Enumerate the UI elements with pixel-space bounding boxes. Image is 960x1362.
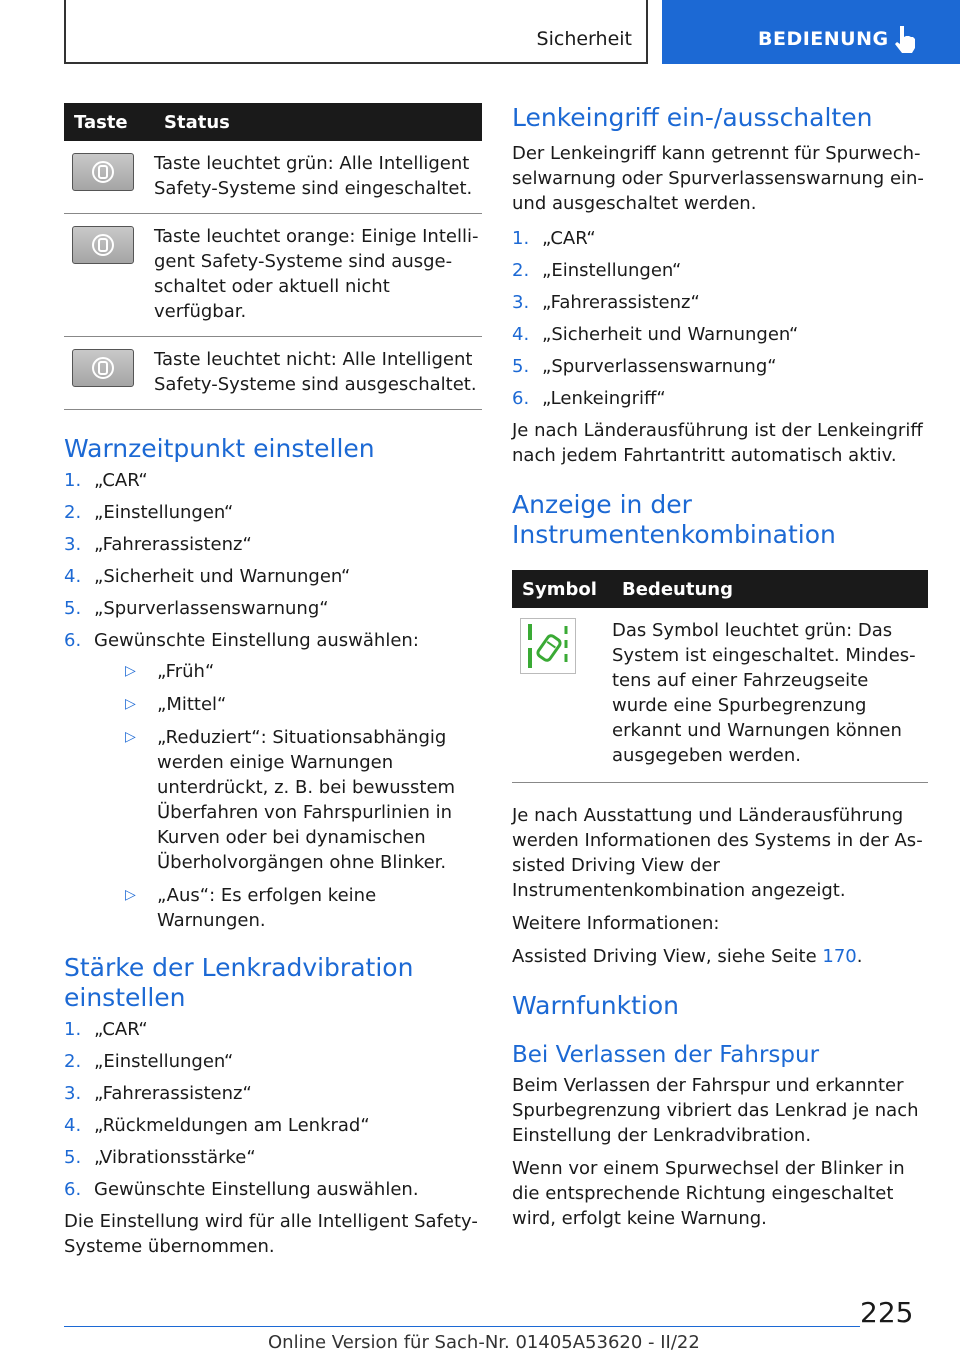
- list-item: 3. „Fahrerassistenz“: [64, 534, 252, 555]
- footer-divider: [64, 1326, 860, 1327]
- list-item: 2. „Einstellungen“: [64, 1051, 234, 1072]
- heading-anzeige: Anzeige in der Instrumentenkombination: [512, 490, 836, 549]
- header-chapter-title: BEDIENUNG: [758, 28, 889, 50]
- list-item: 5. „Vibrationsstärke“: [64, 1147, 256, 1168]
- status-text: Taste leuchtet nicht: Alle Intelligent Safety-Systeme sind ausgeschaltet.: [154, 337, 482, 410]
- intelligent-safety-button-icon: [72, 153, 134, 191]
- col-header-taste: Taste: [64, 103, 154, 141]
- status-text: Taste leuchtet grün: Alle Intelligent Safety-Systeme sind eingeschaltet.: [154, 141, 482, 214]
- list-item: 3. „Fahrerassistenz“: [64, 1083, 252, 1104]
- list-item: 6. „Lenkeingriff“: [512, 388, 666, 409]
- status-text: Taste leuchtet orange: Einige Intelligent Safety-Systeme sind ausgeschaltet oder aktuell nicht verfügbar.: [154, 214, 482, 337]
- heading-warnfunktion: Warnfunktion: [512, 991, 679, 1020]
- lane-departure-green-icon: [520, 618, 576, 674]
- header-chapter-tab[interactable]: [662, 0, 960, 64]
- list-item: 4. „Sicherheit und Warnungen“: [64, 566, 351, 587]
- heading-warnzeitpunkt: Warnzeitpunkt einstellen: [64, 434, 375, 463]
- table-row: [64, 337, 482, 410]
- list-item: 1. „CAR“: [64, 1019, 148, 1040]
- list-item: 5. „Spurverlassenswarnung“: [512, 356, 777, 377]
- warnfunktion-para1: Beim Verlassen der Fahrspur und erkannter Spurbegrenzung vibriert das Lenkrad je nach Einstellung der Lenkradvibration.: [512, 1075, 919, 1146]
- footer-online-version: Online Version für Sach-Nr. 01405A53620 - II/22: [268, 1332, 700, 1353]
- triangle-bullet-icon: ▷: [125, 696, 136, 712]
- table-row: [64, 141, 482, 214]
- header-section-box: [64, 0, 648, 64]
- triangle-bullet-icon: ▷: [125, 729, 136, 745]
- heading-lenkeingriff: Lenkeingriff ein-/ausschalten: [512, 103, 873, 132]
- list-item: 6. Gewünschte Einstellung auswählen.: [64, 1179, 419, 1200]
- header-section-title: Sicherheit: [536, 28, 632, 50]
- col-header-symbol: Symbol: [512, 570, 612, 608]
- lenkeingriff-note: Je nach Länderausführung ist der Lenkeingriff nach jedem Fahrtantritt automatisch aktiv.: [512, 420, 923, 466]
- left-column: [64, 103, 482, 1259]
- list-item: 4. „Sicherheit und Warnungen“: [512, 324, 799, 345]
- heading-bei-verlassen: Bei Verlassen der Fahrspur: [512, 1042, 820, 1068]
- list-item: 2. „Einstellungen“: [512, 260, 682, 281]
- anzeige-para1: Je nach Ausstattung und Länderausführung werden Informationen des Systems in der Assisted Driving View der Instrumentenkombination angezeigt.: [512, 805, 923, 901]
- warnfunktion-para2: Wenn vor einem Spurwechsel der Blinker in die entsprechende Richtung eingeschaltet wird, erfolgt keine Warnung.: [512, 1158, 905, 1229]
- page-number: 225: [860, 1296, 914, 1329]
- page-link-170[interactable]: 170: [822, 946, 857, 967]
- option-item: ▷ „Aus“: Es erfolgen keine Warnungen.: [125, 885, 377, 931]
- triangle-bullet-icon: ▷: [125, 663, 136, 679]
- list-item: 5. „Spurverlassenswarnung“: [64, 598, 329, 619]
- intelligent-safety-button-icon: [72, 349, 134, 387]
- list-item: 4. „Rückmeldungen am Lenkrad“: [64, 1115, 370, 1136]
- list-item: 2. „Einstellungen“: [64, 502, 234, 523]
- col-header-bedeutung: Bedeutung: [612, 570, 928, 608]
- lenkeingriff-steps: [512, 226, 928, 411]
- option-list: [94, 659, 482, 933]
- symbol-table: [512, 570, 928, 783]
- table-row: [512, 608, 928, 783]
- option-item: ▷ „Reduziert“: Situationsabhängig werden einige Warnungen unterdrückt, z. B. bei bewusstem Überfahren von Fahrspurlinien in Kurven oder bei dynamischen Überholvorgängen ohne Blinker.: [125, 727, 456, 873]
- anzeige-para3: Assisted Driving View, siehe Seite 170.: [512, 946, 863, 967]
- option-item: ▷ „Mittel“: [125, 694, 227, 715]
- staerke-steps: [64, 1017, 482, 1202]
- symbol-description: Das Symbol leuchtet grün: Das System ist eingeschaltet. Mindestens auf einer Fahrzeugseite wurde eine Spurbegrenzung erkannt und Warnungen können ausgegeben werden.: [612, 608, 928, 783]
- hand-pointer-icon: [892, 24, 918, 54]
- triangle-bullet-icon: ▷: [125, 887, 136, 903]
- list-item: 1. „CAR“: [512, 228, 596, 249]
- col-header-status: Status: [154, 103, 482, 141]
- staerke-note: Die Einstellung wird für alle Intelligent Safety-Systeme übernommen.: [64, 1211, 478, 1257]
- heading-lenkradvibration: Stärke der Lenkradvibration einstellen: [64, 953, 414, 1012]
- intelligent-safety-button-icon: [72, 226, 134, 264]
- right-column: [512, 103, 928, 1231]
- lenkeingriff-intro: Der Lenkeingriff kann getrennt für Spurwechselwarnung oder Spurverlassenswarnung ein- und ausgeschaltet werden.: [512, 143, 924, 214]
- option-item: ▷ „Früh“: [125, 661, 215, 682]
- status-table: [64, 103, 482, 410]
- list-item: 6. Gewünschte Einstellung auswählen: ▷ „Früh“ ▷ „Mittel“ ▷ „Reduziert“: Situationsabhängig werden einige Warnungen unterdrückt, z. B. bei bewusstem Überfahren von Fahrspurlinien in Kurven oder bei dynamischen Überholvorgängen ohne Blinker. ▷ „Aus“: Es erfolgen keine Warnungen.: [64, 628, 482, 933]
- list-item: 3. „Fahrerassistenz“: [512, 292, 700, 313]
- warnzeit-steps: [64, 468, 482, 933]
- table-row: [64, 214, 482, 337]
- list-item: 1. „CAR“: [64, 470, 148, 491]
- anzeige-para2: Weitere Informationen:: [512, 913, 720, 934]
